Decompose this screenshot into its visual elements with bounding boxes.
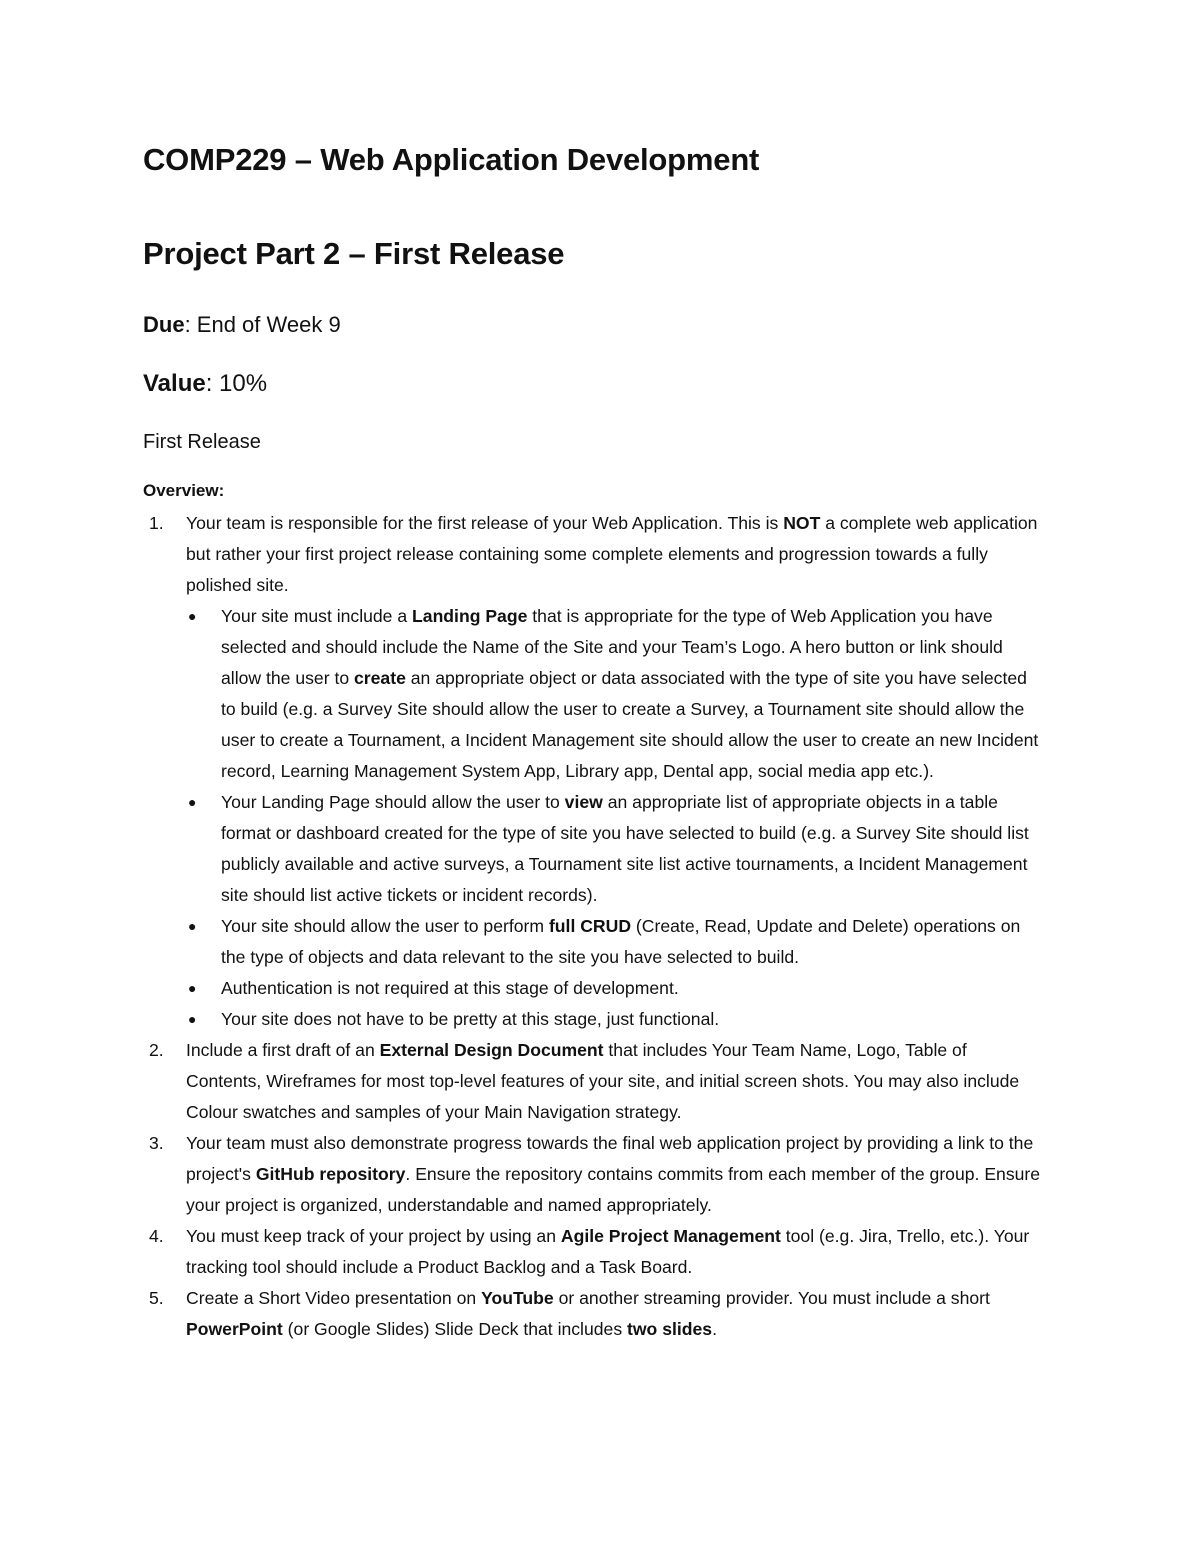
item-text: that includes Your Team Name, Logo, Table of Contents, Wireframes for most top-level features of your site, and initial screen shots. You may also include Colour swatches and samples of your Main Navigation strategy.	[186, 1040, 1020, 1122]
item-text: (Create, Read, Update and Delete) operations on the type of objects and data relevant to the site you have selected to build.	[221, 916, 1021, 967]
list-item-3	[143, 1128, 1043, 1221]
list-item-1	[143, 508, 1043, 1035]
item-bold-text: full CRUD	[548, 916, 632, 936]
item-text: (or Google Slides) Slide Deck that includes	[282, 1319, 628, 1339]
sub-list-item-authentication	[186, 973, 1043, 1004]
item-bold-text: view	[564, 792, 603, 812]
item-text: Create a Short Video presentation on	[186, 1288, 482, 1308]
list-item-2	[143, 1035, 1043, 1128]
requirements-list	[143, 508, 1043, 1345]
overview-label: Overview:	[143, 481, 225, 500]
list-number: 1.	[149, 513, 164, 533]
item-bold-text: YouTube	[481, 1288, 554, 1308]
value-label: Value	[143, 370, 206, 397]
item-text: .	[712, 1319, 717, 1339]
sub-list-item-landing-page	[186, 601, 1043, 787]
sub-list-item-view	[186, 787, 1043, 911]
bullet-icon: ●	[188, 980, 197, 996]
value-line	[143, 368, 1043, 400]
item-text: . Ensure the repository contains commits from each member of the group. Ensure your project is organized, understandable and named appropriately.	[186, 1164, 1041, 1215]
sub-list-item-crud	[186, 911, 1043, 973]
item-text: an appropriate object or data associated with the type of site you have selected to build (e.g. a Survey Site should allow the user to create a Survey, a Tournament site should allow the user to create a Tournament, a Incident Management site should allow the user to create an new Incident record, Learning Management System App, Library app, Dental app, social media app etc.).	[221, 668, 1039, 781]
item-text: Your site does not have to be pretty at this stage, just functional.	[221, 1009, 720, 1029]
due-line	[143, 310, 1043, 340]
document-content	[143, 138, 1043, 1345]
item-text: Authentication is not required at this stage of development.	[221, 978, 679, 998]
item-text: Your site must include a	[221, 606, 413, 626]
item-bold-text: External Design Document	[379, 1040, 604, 1060]
bullet-icon: ●	[188, 1011, 197, 1027]
bullet-icon: ●	[188, 918, 197, 934]
item-text: Include a first draft of an	[186, 1040, 380, 1060]
bullet-icon: ●	[188, 608, 197, 624]
item-bold-text: two slides	[627, 1319, 713, 1339]
item-text: tool (e.g. Jira, Trello, etc.). Your tracking tool should include a Product Backlog and a Task Board.	[186, 1226, 1030, 1277]
list-item-4	[143, 1221, 1043, 1283]
item-bold-text: NOT	[783, 513, 821, 533]
due-text: : End of Week 9	[184, 312, 341, 337]
list-number: 4.	[149, 1226, 164, 1246]
value-text: : 10%	[205, 370, 268, 397]
section-heading: First Release	[143, 431, 261, 453]
item-text: that is appropriate for the type of Web Application you have selected and should include the Name of the Site and your Team’s Logo. A hero button or link should allow the user to	[221, 606, 1003, 688]
course-title: COMP229 – Web Application Development	[143, 142, 760, 177]
bullet-icon: ●	[188, 794, 197, 810]
list-number: 5.	[149, 1288, 164, 1308]
item-bold-text: GitHub repository	[255, 1164, 406, 1184]
item-bold-text: PowerPoint	[186, 1319, 283, 1339]
item-text: a complete web application but rather your first project release containing some complete elements and progression towards a fully polished site.	[186, 513, 1038, 595]
sub-list-item-functional	[186, 1004, 1043, 1035]
item-text: Your team is responsible for the first release of your Web Application. This is	[186, 513, 784, 533]
item-text: Your site should allow the user to perform	[221, 916, 549, 936]
item-text: an appropriate list of appropriate objects in a table format or dashboard created for the type of site you have selected to build (e.g. a Survey Site should list publicly available and active surveys, a Tournament site list active tournaments, a Incident Management site should list active tickets or incident records).	[221, 792, 1029, 905]
due-label: Due	[143, 312, 185, 337]
list-item-5	[143, 1283, 1043, 1345]
item-text: Your team must also demonstrate progress towards the final web application project by providing a link to the project's	[186, 1133, 1034, 1184]
item-bold-text: Landing Page	[412, 606, 528, 626]
item-text: or another streaming provider. You must include a short	[553, 1288, 990, 1308]
list-number: 2.	[149, 1040, 164, 1060]
sub-list	[186, 601, 1043, 1035]
list-number: 3.	[149, 1133, 164, 1153]
item-text: You must keep track of your project by using an	[186, 1226, 561, 1246]
item-bold-text: create	[354, 668, 406, 688]
item-bold-text: Agile Project Management	[560, 1226, 781, 1246]
item-text: Your Landing Page should allow the user to	[221, 792, 565, 812]
project-title: Project Part 2 – First Release	[143, 236, 565, 271]
